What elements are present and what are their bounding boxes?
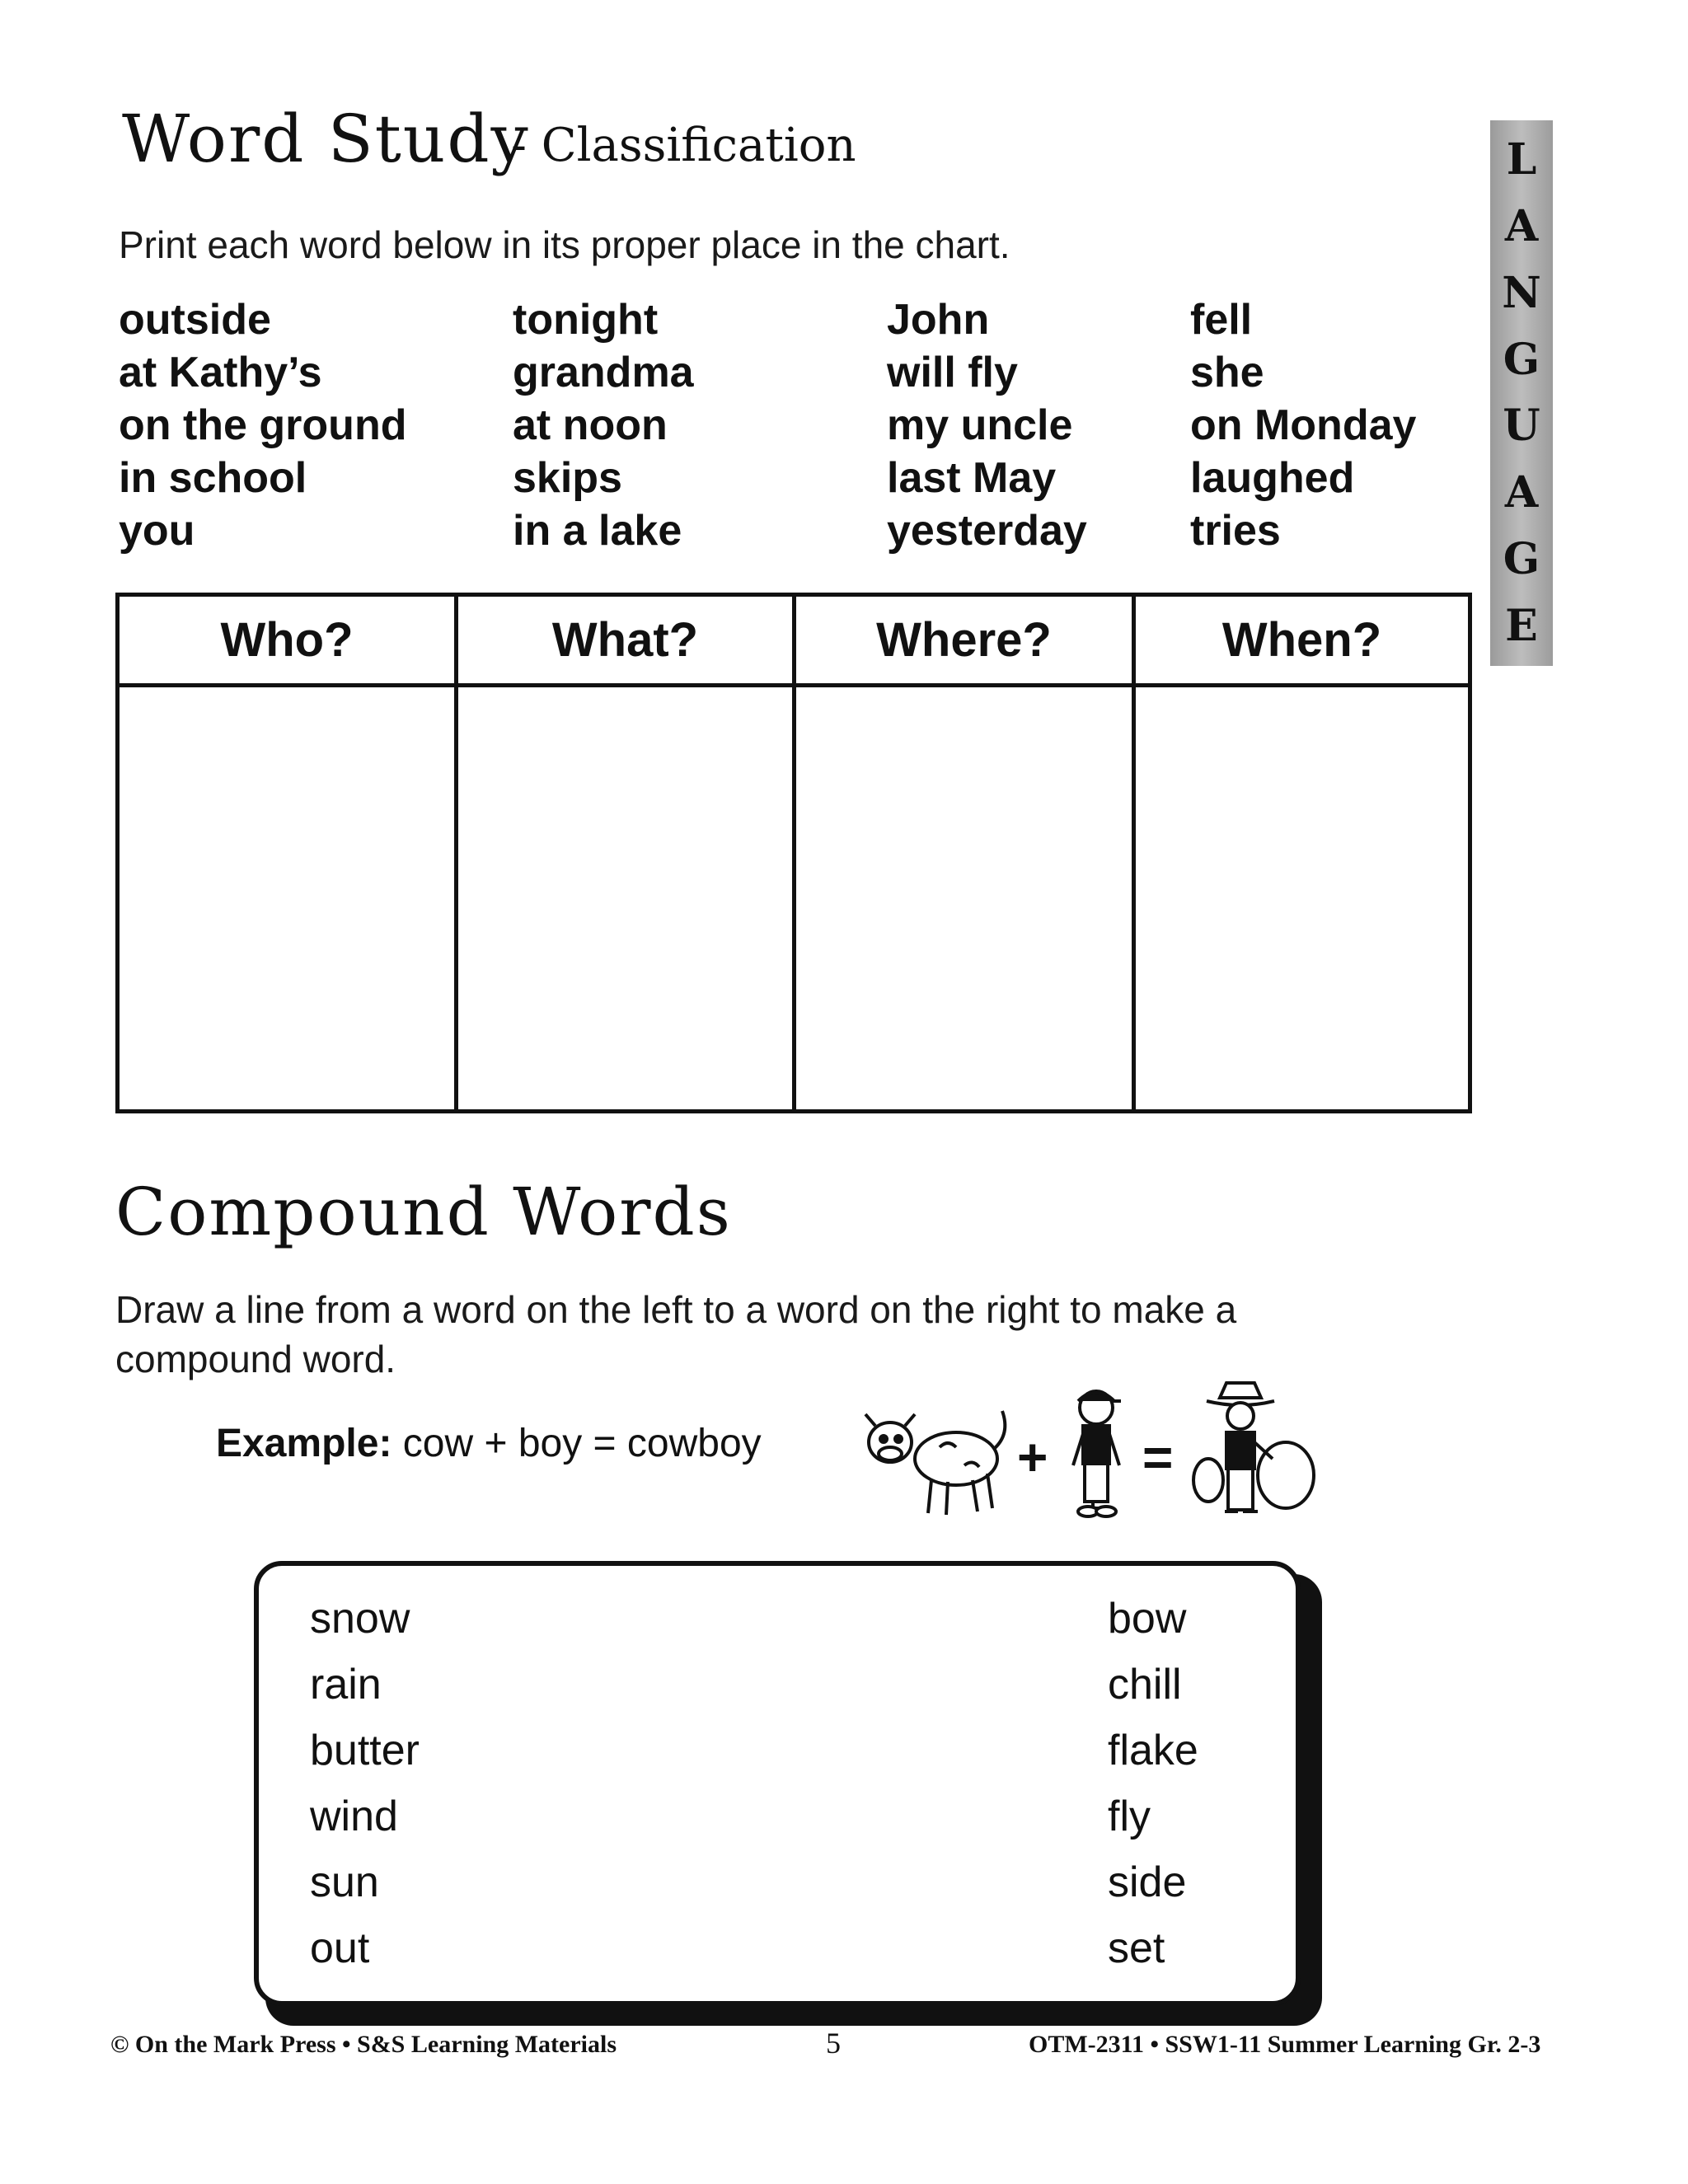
side-tab-letter: A — [1504, 201, 1539, 252]
language-side-tab — [1490, 120, 1553, 666]
compound-words-instruction-line2: compound word. — [115, 1338, 396, 1380]
right-word[interactable]: bow — [1108, 1595, 1187, 1643]
right-word[interactable]: fly — [1108, 1793, 1151, 1840]
word-bank-item: in a lake — [513, 507, 682, 555]
word-bank-item: last May — [887, 454, 1057, 502]
left-word[interactable]: wind — [310, 1793, 398, 1840]
example-illustration — [857, 1368, 1335, 1537]
word-bank-item: tonight — [513, 296, 659, 344]
right-word[interactable]: side — [1108, 1858, 1187, 1906]
side-tab-letter: N — [1502, 267, 1541, 318]
right-words-column — [1108, 1586, 1198, 1981]
boy-illustration — [1073, 1391, 1121, 1516]
word-bank-column-4 — [1190, 293, 1416, 557]
word-bank-column-3 — [887, 293, 1087, 557]
left-word[interactable]: butter — [310, 1727, 420, 1774]
left-word[interactable]: snow — [310, 1595, 410, 1643]
equals-sign: = — [1142, 1427, 1174, 1487]
footer-publisher: © On the Mark Press • S&S Learning Materials — [110, 2031, 617, 2058]
plus-sign: + — [1017, 1427, 1048, 1487]
chart-cell-who[interactable] — [120, 687, 454, 1109]
chart-header-what: What? — [551, 613, 699, 667]
word-bank-item: grandma — [513, 349, 694, 396]
example-label: Example: — [216, 1422, 392, 1465]
word-bank-item: she — [1190, 349, 1264, 396]
cow-illustration — [865, 1411, 1005, 1515]
word-bank-item: skips — [513, 454, 622, 502]
side-tab-letter: A — [1504, 467, 1539, 518]
word-bank-column-1 — [119, 293, 406, 557]
word-bank-item: outside — [119, 296, 271, 344]
left-word[interactable]: sun — [310, 1858, 379, 1906]
word-bank-item: you — [119, 507, 195, 555]
cowboy-equation-illustration — [857, 1368, 1335, 1533]
compound-words-instruction-line1: Draw a line from a word on the left to a word on the right to make a — [115, 1288, 1237, 1331]
word-bank-item: laughed — [1190, 454, 1355, 502]
word-study-instruction: Print each word below in its proper place in the chart. — [119, 223, 1010, 266]
chart-cell-what[interactable] — [458, 687, 792, 1109]
left-words-column — [310, 1586, 420, 1981]
side-tab-letter: G — [1503, 334, 1540, 385]
word-bank-item: at noon — [513, 401, 668, 449]
example-line — [216, 1421, 762, 1466]
word-bank-item: yesterday — [887, 507, 1087, 555]
right-word[interactable]: flake — [1108, 1727, 1198, 1774]
word-study-title: Word Study — [122, 101, 530, 177]
page-number: 5 — [826, 2027, 841, 2060]
compound-words-title: Compound Words — [115, 1174, 732, 1250]
word-study-subtitle: - Classification — [511, 119, 856, 172]
classification-chart — [115, 593, 1472, 1113]
cowboy-illustration — [1193, 1383, 1314, 1511]
left-word[interactable]: rain — [310, 1661, 382, 1708]
word-bank-item: will fly — [887, 349, 1018, 396]
word-bank-column-2 — [513, 293, 694, 557]
word-bank-item: at Kathy’s — [119, 349, 322, 396]
footer-product-code: OTM-2311 • SSW1-11 Summer Learning Gr. 2-3 — [1029, 2031, 1541, 2058]
chart-header-when: When? — [1221, 613, 1382, 667]
left-word[interactable]: out — [310, 1924, 370, 1972]
side-tab-letter: G — [1503, 533, 1540, 584]
word-bank-item: on Monday — [1190, 401, 1417, 449]
side-tab-letter: E — [1505, 600, 1538, 651]
example-text: cow + boy = cowboy — [402, 1422, 762, 1465]
right-word[interactable]: chill — [1108, 1661, 1182, 1708]
right-word[interactable]: set — [1108, 1924, 1165, 1972]
side-tab-letter: L — [1506, 134, 1537, 185]
word-bank-item: tries — [1190, 507, 1281, 555]
word-bank-item: in school — [119, 454, 307, 502]
chart-cell-when[interactable] — [1136, 687, 1468, 1109]
word-bank-item: fell — [1190, 296, 1253, 344]
word-bank-item: on the ground — [119, 401, 407, 449]
word-bank-item: my uncle — [887, 401, 1073, 449]
chart-header-where: Where? — [876, 613, 1052, 667]
chart-header-who: Who? — [220, 613, 354, 667]
side-tab-letter: U — [1503, 401, 1540, 452]
word-bank-item: John — [887, 296, 990, 344]
chart-cell-where[interactable] — [796, 687, 1132, 1109]
